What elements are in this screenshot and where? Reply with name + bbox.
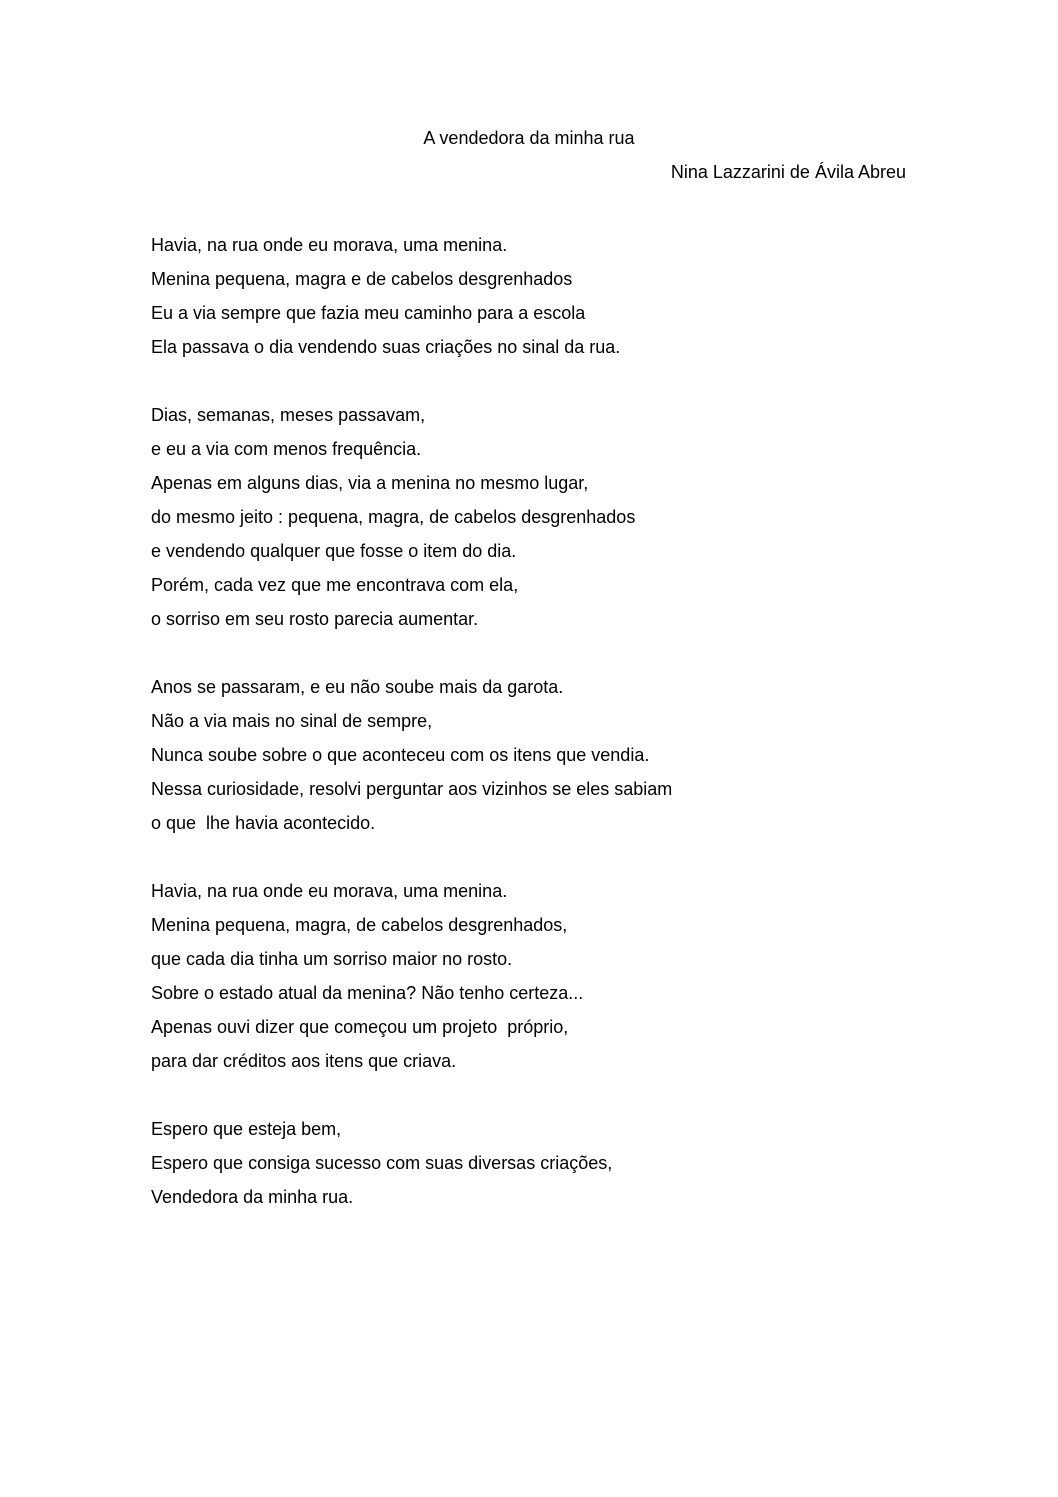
poem-line: Dias, semanas, meses passavam, [151,405,426,425]
poem-line: o que lhe havia acontecido. [151,813,376,833]
poem-title: A vendedora da minha rua [423,128,635,148]
poem-line: Não a via mais no sinal de sempre, [151,711,433,731]
poem-line: Espero que esteja bem, [151,1119,342,1139]
poem-line: do mesmo jeito : pequena, magra, de cabelos desgrenhados [151,507,636,527]
stanza-1 [151,228,931,364]
poem-line: Porém, cada vez que me encontrava com ela, [151,575,519,595]
poem-line: Apenas em alguns dias, via a menina no mesmo lugar, [151,473,589,493]
poem-line: Anos se passaram, e eu não soube mais da garota. [151,677,564,697]
stanza-5 [151,1112,931,1214]
stanza-4 [151,874,931,1078]
poem-line: Menina pequena, magra, de cabelos desgrenhados, [151,915,568,935]
poem-line: o sorriso em seu rosto parecia aumentar. [151,609,479,629]
poem-line: Menina pequena, magra e de cabelos desgrenhados [151,269,573,289]
poem-line: Vendedora da minha rua. [151,1187,354,1207]
poem-line: Ela passava o dia vendendo suas criações no sinal da rua. [151,337,621,357]
poem-author: Nina Lazzarini de Ávila Abreu [670,162,906,182]
poem-line: Havia, na rua onde eu morava, uma menina. [151,235,508,255]
poem-line: Espero que consiga sucesso com suas diversas criações, [151,1153,613,1173]
poem-line: e eu a via com menos frequência. [151,439,422,459]
poem-line: que cada dia tinha um sorriso maior no rosto. [151,949,513,969]
stanza-3 [151,670,931,840]
poem-line: Havia, na rua onde eu morava, uma menina. [151,881,508,901]
poem-line: Sobre o estado atual da menina? Não tenho certeza... [151,983,584,1003]
poem-line: para dar créditos aos itens que criava. [151,1051,457,1071]
poem-line: Apenas ouvi dizer que começou um projeto próprio, [151,1017,569,1037]
poem-line: Nunca soube sobre o que aconteceu com os itens que vendia. [151,745,650,765]
poem-line: Nessa curiosidade, resolvi perguntar aos vizinhos se eles sabiam [151,779,673,799]
poem-body [151,228,931,1248]
poem-line: e vendendo qualquer que fosse o item do dia. [151,541,517,561]
poem-line: Eu a via sempre que fazia meu caminho para a escola [151,303,586,323]
stanza-2 [151,398,931,636]
